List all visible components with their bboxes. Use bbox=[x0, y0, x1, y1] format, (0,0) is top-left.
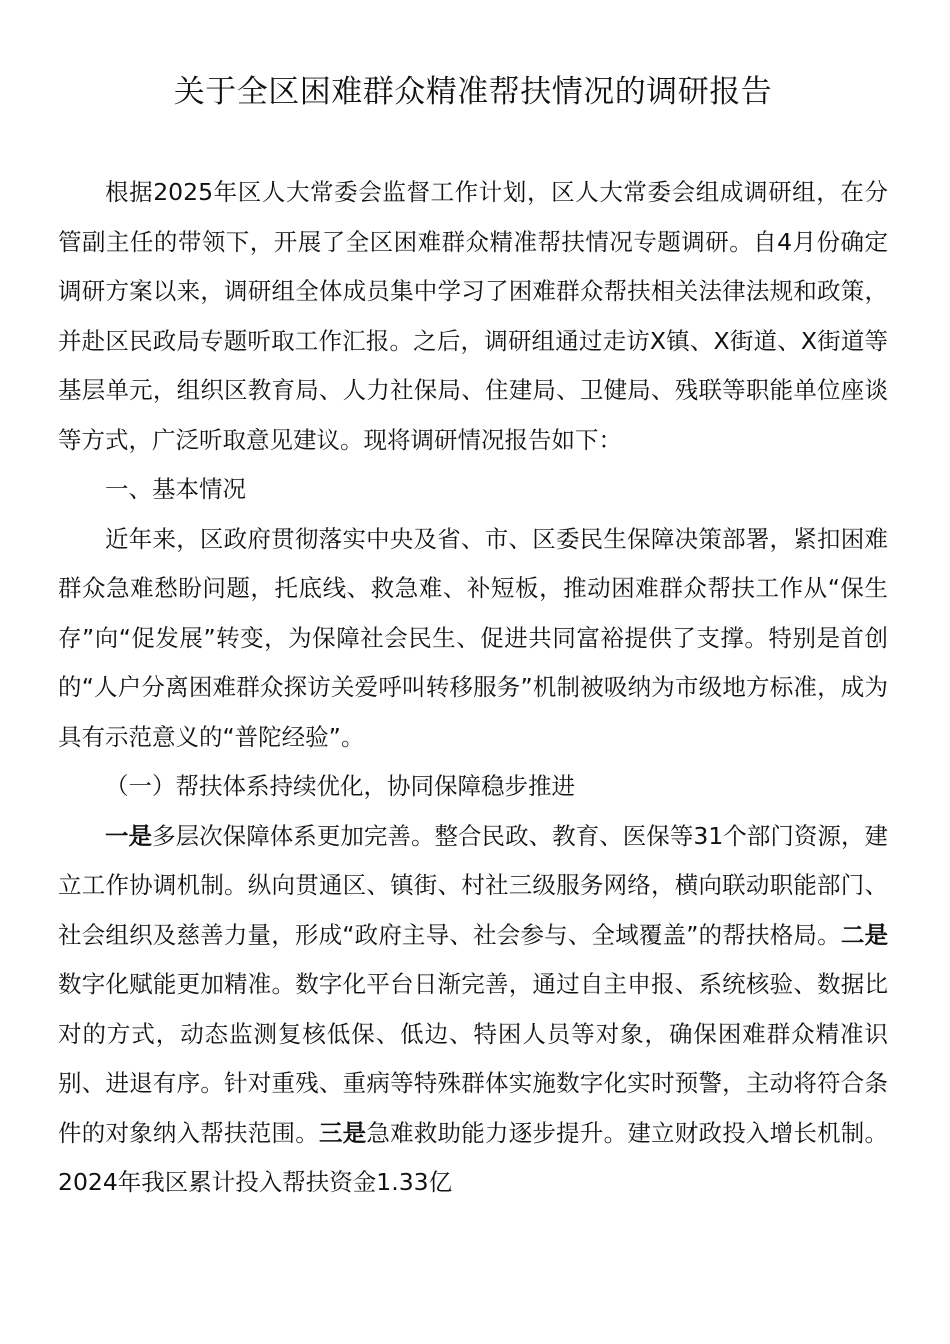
section-heading-basic-situation: 一、基本情况 bbox=[105, 475, 246, 503]
point-1-text: 多层次保障体系更加完善。整合民政、教育、医保等31个部门资源，建立工作协调机制。纵向贯通区、镇街、村社三级服务网络，横向联动职能部门、社会组织及慈善力量，形成“政府主导、社会参与、全域覆盖”的帮扶格局。 bbox=[58, 821, 889, 949]
intro-paragraph: 根据2025年区人大常委会监督工作计划，区人大常委会组成调研组，在分管副主任的带领下，开展了全区困难群众精准帮扶情况专题调研。自4月份确定调研方案以来，调研组全体成员集中学习了困难群众帮扶相关法律法规和政策，并赴区民政局专题听取工作汇报。之后，调研组通过走访X镇、X街道、X街道等基层单元，组织区教育局、人力社保局、住建局、卫健局、残联等职能单位座谈等方式，广泛听取意见建议。现将调研情况报告如下： bbox=[58, 178, 888, 454]
document-title: 关于全区困难群众精准帮扶情况的调研报告 bbox=[173, 74, 773, 110]
point-2-lead: 二是 bbox=[840, 920, 889, 949]
basic-situation-paragraph: 近年来，区政府贯彻落实中央及省、市、区委民生保障决策部署，紧扣困难群众急难愁盼问题，托底线、救急难、补短板，推动困难群众帮扶工作从“保生存”向“促发展”转变，为保障社会民生、促进共同富裕提供了支撑。特别是首创的“人户分离困难群众探访关爱呼叫转移服务”机制被吸纳为市级地方标准，成为具有示范意义的“普陀经验”。 bbox=[58, 524, 888, 751]
document-body bbox=[58, 168, 888, 1208]
document-page bbox=[58, 0, 888, 1208]
point-1-lead: 一是 bbox=[105, 821, 153, 850]
point-3-text: 急难救助能力逐步提升。建立财政投入增长机制。2024年我区累计投入帮扶资金1.33亿 bbox=[58, 1118, 889, 1196]
point-3-lead: 三是 bbox=[318, 1118, 367, 1147]
support-system-paragraph bbox=[58, 812, 888, 1208]
point-2-text: 数字化赋能更加精准。数字化平台日渐完善，通过自主申报、系统核验、数据比对的方式，动态监测复核低保、低边、特困人员等对象，确保困难群众精准识别、进退有序。针对重残、重病等特殊群体实施数字化实时预警，主动将符合条件的对象纳入帮扶范围。 bbox=[58, 970, 888, 1147]
subsection-heading-support-system: （一）帮扶体系持续优化，协同保障稳步推进 bbox=[105, 772, 575, 800]
